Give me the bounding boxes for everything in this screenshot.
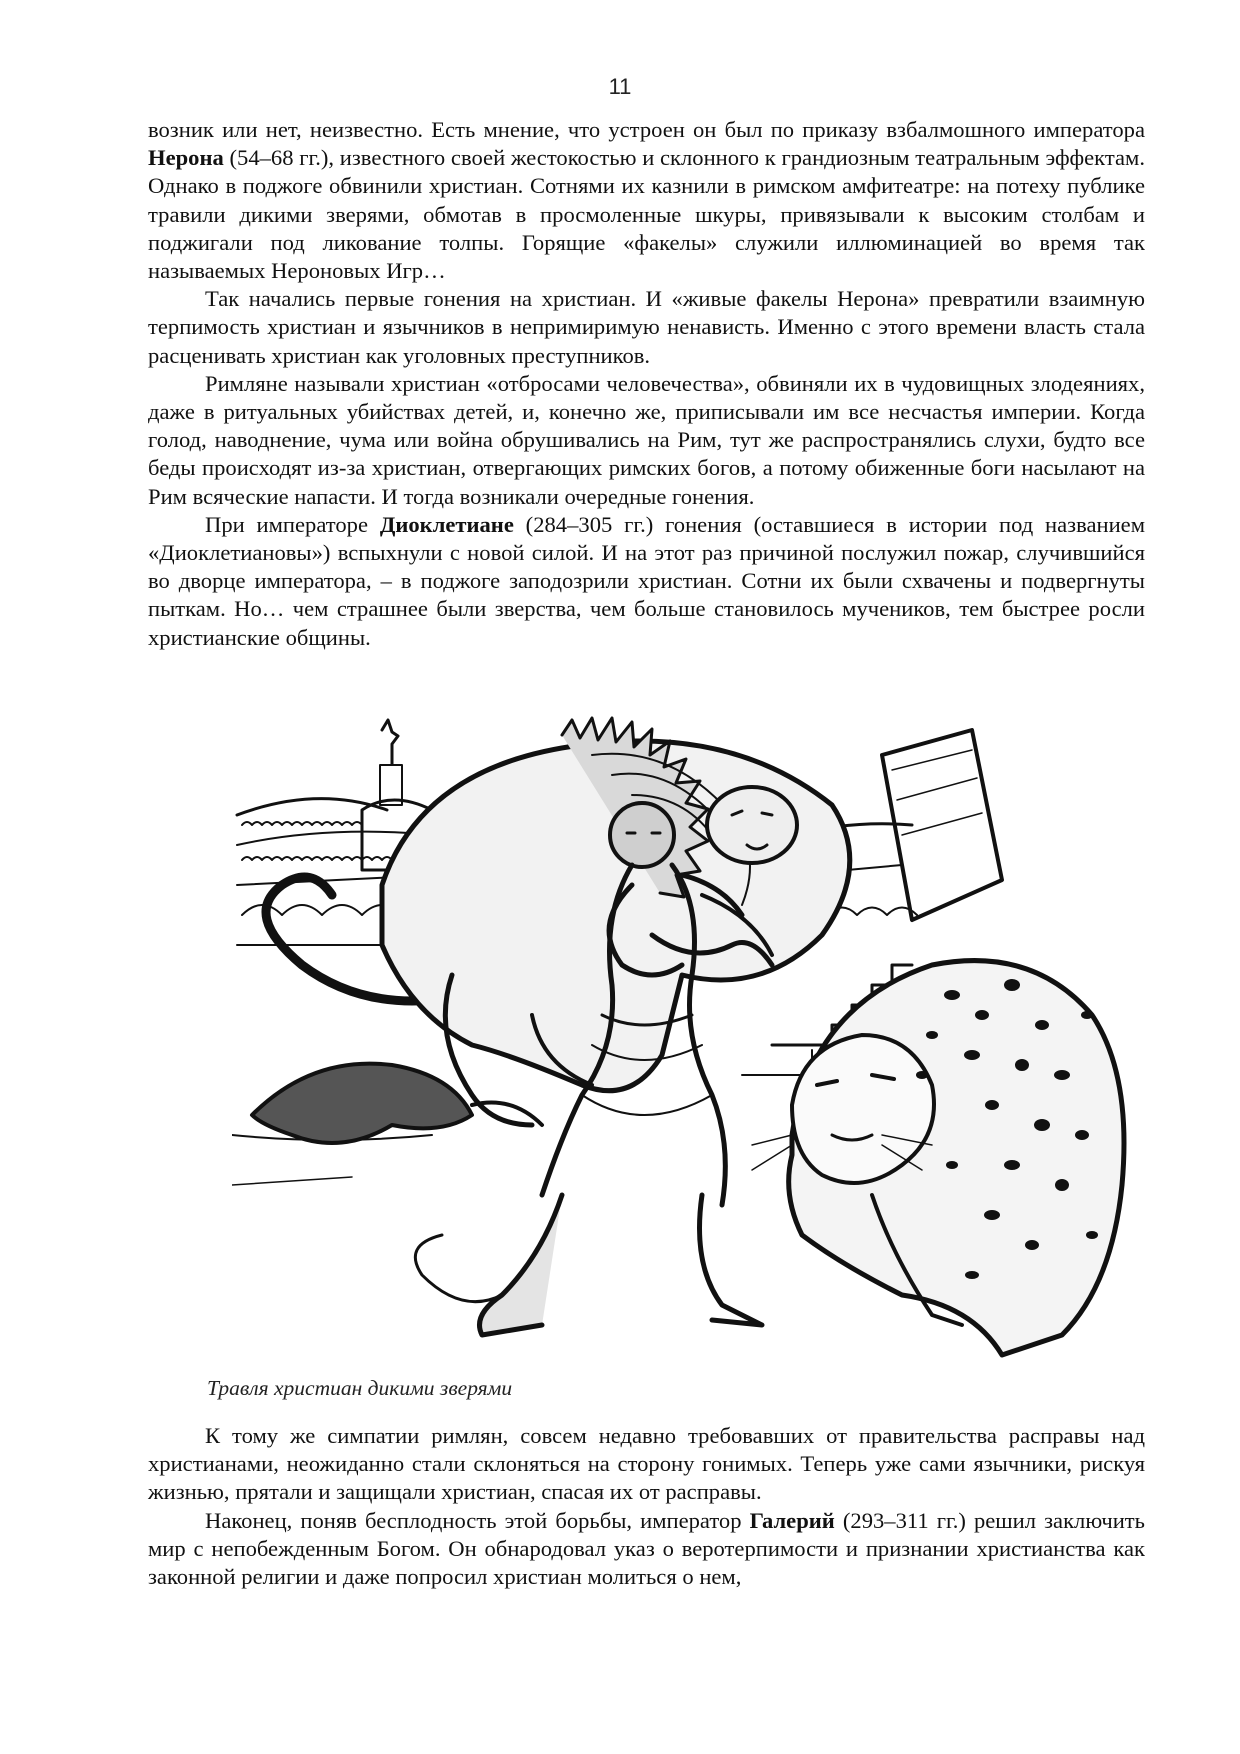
paragraph bbox=[148, 116, 1145, 285]
body-text-upper bbox=[148, 116, 1145, 652]
figure-caption: Травля христиан дикими зверями bbox=[207, 1376, 513, 1400]
text-run: (293–311 гг.) решил заключить мир с непобежденным Богом. Он обнародовал указ о веротерпимости и признании христианства как законной религии и даже попросил христиан молиться о нем, bbox=[148, 1507, 1145, 1590]
paragraph bbox=[148, 285, 1145, 370]
bold-name-galerius: Галерий bbox=[749, 1507, 835, 1533]
text-run: Римляне называли христиан «отбросами человечества», обвиняли их в чудовищных злодеяниях, даже в ритуальных убийствах детей, и, конечно же, приписывали им все несчастья империи. Когда голод, наводнение, чума или война обрушивались на Рим, тут же распространялись слухи, будто все беды происходят из-за христиан, отвергающих римских богов, а потому обиженные боги насылают на Рим всяческие напасти. И тогда возникали очередные гонения. bbox=[148, 370, 1145, 509]
bold-name-nero: Нерона bbox=[148, 145, 224, 171]
text-run: возник или нет, неизвестно. Есть мнение, что устроен он был по приказу взбалмошного императора bbox=[148, 117, 1145, 142]
text-run: (54–68 гг.), известного своей жестокостью и склонного к грандиозным театральным эффектам. Однако в поджоге обвинили христиан. Сотнями их казнили в римском амфитеатре: на потеху публике травили дикими зверями, обмотав в просмоленные шкуры, привязывали к высоким столбам и поджигали под ликование толпы. Горящие «факелы» служили иллюминацией во время так называемых Нероновых Игр… bbox=[148, 145, 1145, 284]
bold-name-diocletian: Диоклетиане bbox=[379, 511, 514, 537]
text-run: (284–305 гг.) гонения (оставшиеся в истории под названием «Диоклетиановы») вспыхнули с новой силой. И на этот раз причиной послужил пожар, случившийся во дворце императора, – в поджоге заподозрили христиан. Сотни их были схвачены и подвергнуты пыткам. Но… чем страшнее были зверства, чем больше становилось мучеников, тем быстрее росли христианские общины. bbox=[148, 511, 1145, 650]
text-run: Так начались первые гонения на христиан. И «живые факелы Нерона» превратили взаимную терпимость христиан и язычников в непримиримую ненависть. Именно с этого времени власть стала расценивать христиан как уголовных преступников. bbox=[148, 286, 1145, 368]
paragraph bbox=[148, 370, 1145, 511]
body-text-lower bbox=[148, 1422, 1145, 1591]
paragraph bbox=[148, 1422, 1145, 1507]
paragraph bbox=[148, 1507, 1145, 1592]
text-run: При императоре bbox=[205, 511, 380, 537]
text-run: Наконец, поняв бесплодность этой борьбы, император bbox=[205, 1507, 750, 1533]
paragraph bbox=[148, 511, 1145, 652]
text-run: К тому же симпатии римлян, совсем недавно требовавших от правительства расправы над христианами, неожиданно стали склоняться на сторону гонимых. Теперь уже сами язычники, рискуя жизнью, прятали и защищали христиан, спасая их от расправы. bbox=[148, 1423, 1145, 1505]
illustration-lion-attack bbox=[232, 715, 1132, 1375]
page-number: 11 bbox=[608, 74, 632, 99]
